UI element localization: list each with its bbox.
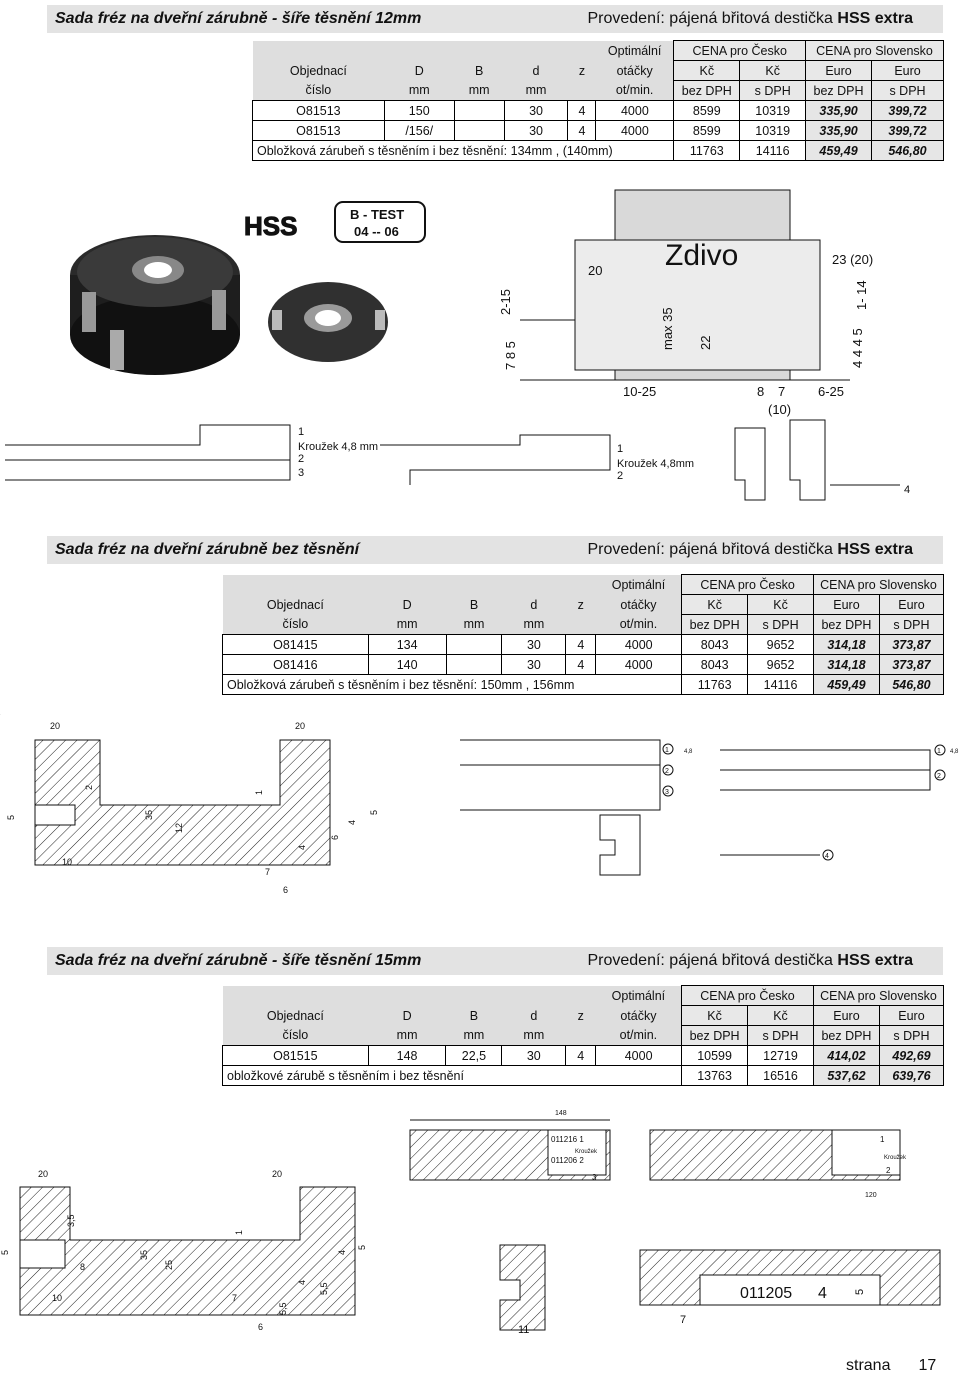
svg-text:7: 7	[232, 1293, 238, 1303]
section-title: Sada fréz na dveřní zárubně - šíře těsnění 15mm	[55, 952, 422, 969]
svg-text:10-25: 10-25	[623, 384, 657, 399]
provedeni-text: Provedení: pájená břitová destička HSS extra	[587, 952, 913, 969]
svg-text:7: 7	[680, 1314, 687, 1326]
section-title: Sada fréz na dveřní zárubně - šíře těsnění 12mm	[55, 10, 422, 27]
svg-text:1: 1	[298, 426, 305, 438]
svg-text:20: 20	[38, 1169, 49, 1179]
svg-text:1- 14: 1- 14	[854, 280, 869, 310]
svg-text:6: 6	[330, 834, 340, 840]
svg-text:12: 12	[174, 822, 184, 833]
profile-left	[5, 425, 290, 480]
svg-text:1: 1	[665, 747, 669, 754]
svg-text:2: 2	[617, 470, 624, 482]
svg-text:3: 3	[592, 1173, 597, 1182]
svg-text:2: 2	[665, 768, 669, 775]
svg-text:3: 3	[298, 467, 305, 479]
svg-text:4: 4	[337, 1249, 347, 1255]
svg-text:6: 6	[258, 1322, 264, 1332]
svg-text:6: 6	[283, 885, 289, 895]
svg-text:3: 3	[665, 789, 669, 796]
svg-text:4,8: 4,8	[950, 749, 959, 755]
svg-text:35: 35	[139, 1249, 149, 1260]
svg-text:20: 20	[295, 721, 306, 731]
svg-text:20: 20	[272, 1169, 283, 1179]
page-footer: strana 17	[846, 1357, 937, 1374]
svg-text:23 (20): 23 (20)	[832, 252, 874, 267]
svg-text:2-15: 2-15	[498, 288, 513, 315]
svg-text:04 -- 06: 04 -- 06	[354, 224, 399, 239]
svg-text:7 8 5: 7 8 5	[503, 341, 518, 370]
figure-2	[0, 715, 960, 900]
svg-text:25: 25	[164, 1259, 174, 1270]
svg-text:4: 4	[818, 1285, 827, 1302]
price-table-1: Optimální CENA pro Česko CENA pro Slovensko Objednací D B d z otáčky Kč Kč Euro Euro číslo mm mm mm ot/min. bez DPH s DPH bez DPH s DPH O81513 150 30 4 4000 8599 10319 335,90 399,72 O81513 /156/ 30 4 4000 8599 10319 335,90 399,72 Obložková zárubeň s těsněním i bez těsnění: 134mm , (140mm) 11763 14116 459,49 546,80	[252, 40, 944, 161]
table-row: O81415 134 30 4 4000 8043 9652 314,18 373,87	[223, 635, 944, 655]
svg-text:10: 10	[62, 857, 73, 867]
svg-text:20: 20	[588, 263, 603, 278]
cutter-set-image	[70, 235, 240, 375]
svg-text:Kroužek: Kroužek	[575, 1149, 598, 1155]
profile-middle	[380, 435, 610, 485]
section-header-1	[47, 5, 943, 33]
svg-text:4: 4	[0, 715, 1, 716]
svg-text:4: 4	[297, 1279, 307, 1285]
svg-text:8: 8	[80, 1262, 86, 1272]
svg-text:4: 4	[825, 853, 829, 860]
svg-text:6-25: 6-25	[818, 384, 845, 399]
svg-text:max 35: max 35	[660, 307, 675, 350]
profile-right	[735, 420, 900, 500]
table-row-summary: Obložková zárubeň s těsněním i bez těsnění: 134mm , (140mm) 11763 14116 459,49 546,80	[253, 141, 944, 161]
svg-text:011216 1: 011216 1	[551, 1135, 584, 1144]
table-row: O81515 148 22,5 30 4 4000 10599 12719 414,02 492,69	[223, 1046, 944, 1066]
hss-logo: HSS	[244, 211, 298, 241]
svg-text:1: 1	[937, 748, 941, 755]
provedeni-text: Provedení: pájená břitová destička HSS extra	[587, 541, 913, 558]
table-row-summary: obložkové zárubě s těsněním i bez těsnění 13763 16516 537,62 639,76	[223, 1066, 944, 1086]
svg-text:4: 4	[297, 844, 307, 850]
figure-3	[0, 1105, 960, 1350]
svg-text:Kroužek 4,8 mm: Kroužek 4,8 mm	[298, 441, 379, 453]
svg-text:Kroužek: Kroužek	[884, 1155, 907, 1161]
svg-text:4,8: 4,8	[684, 749, 693, 755]
svg-text:011205: 011205	[740, 1285, 793, 1302]
svg-text:1: 1	[880, 1135, 885, 1144]
svg-text:8: 8	[757, 384, 765, 399]
svg-text:2: 2	[84, 784, 94, 790]
section-header-2	[47, 536, 943, 564]
table-row: O81513 150 30 4 4000 8599 10319 335,90 399,72	[253, 101, 944, 121]
svg-text:5: 5	[369, 809, 379, 815]
price-table-3: Optimální CENA pro Česko CENA pro Slovensko Objednací D B d z otáčky Kč Kč Euro Euro číslo mm mm mm ot/min. bez DPH s DPH bez DPH s DPH O81515 148 22,5 30 4 4000 10599 12719 414,02 492,69 obložkové zárubě s těsněním i bez těsnění 13763 16516 537,62 639,76	[222, 985, 944, 1086]
svg-text:B - TEST: B - TEST	[350, 207, 405, 222]
table-row-summary: Obložková zárubeň s těsněním i bez těsnění: 150mm , 156mm 11763 14116 459,49 546,80	[223, 675, 944, 695]
svg-text:5,5: 5,5	[278, 1302, 288, 1315]
svg-text:5: 5	[357, 1244, 367, 1250]
svg-text:3,5: 3,5	[66, 1214, 76, 1227]
svg-text:22: 22	[698, 335, 713, 350]
cutter-single-image	[268, 282, 388, 362]
svg-text:4: 4	[347, 819, 357, 825]
section-header-3	[47, 947, 943, 975]
svg-text:2: 2	[886, 1166, 891, 1175]
svg-text:1: 1	[254, 789, 264, 795]
svg-text:7: 7	[778, 384, 786, 399]
price-table-2: Optimální CENA pro Česko CENA pro Slovensko Objednací D B d z otáčky Kč Kč Euro Euro číslo mm mm mm ot/min. bez DPH s DPH bez DPH s DPH O81415 134 30 4 4000 8043 9652 314,18 373,87 O81416 140 30 4 4000 8043 9652 314,18 373,87 Obložková zárubeň s těsněním i bez těsnění: 150mm , 156mm 11763 14116 459,49 546,80	[222, 574, 944, 695]
table-row: O81513 /156/ 30 4 4000 8599 10319 335,90 399,72	[253, 121, 944, 141]
svg-text:35: 35	[144, 809, 154, 820]
svg-text:5: 5	[6, 814, 16, 820]
figure-1	[0, 180, 960, 515]
svg-text:Zdivo: Zdivo	[665, 239, 739, 272]
provedeni-text: Provedení: pájená břitová destička HSS extra	[587, 10, 913, 27]
table-row: O81416 140 30 4 4000 8043 9652 314,18 373,87	[223, 655, 944, 675]
svg-text:7: 7	[265, 867, 271, 877]
svg-text:(10): (10)	[768, 402, 792, 417]
svg-text:5: 5	[854, 1288, 866, 1295]
svg-text:4 4 4 5: 4 4 4 5	[850, 328, 865, 368]
svg-text:120: 120	[865, 1192, 877, 1199]
svg-text:11: 11	[518, 1324, 530, 1336]
svg-text:5: 5	[0, 1249, 10, 1255]
svg-text:148: 148	[555, 1110, 567, 1117]
svg-text:5,5: 5,5	[319, 1282, 329, 1295]
svg-text:1: 1	[234, 1229, 244, 1235]
svg-text:2: 2	[298, 453, 305, 465]
section-title: Sada fréz na dveřní zárubně bez těsnění	[55, 541, 360, 558]
svg-text:10: 10	[52, 1293, 63, 1303]
svg-text:1: 1	[617, 443, 624, 455]
svg-text:4: 4	[904, 484, 911, 496]
svg-text:Kroužek 4,8mm: Kroužek 4,8mm	[617, 458, 695, 470]
svg-text:011206 2: 011206 2	[551, 1156, 584, 1165]
svg-text:20: 20	[50, 721, 61, 731]
svg-text:2: 2	[937, 773, 941, 780]
